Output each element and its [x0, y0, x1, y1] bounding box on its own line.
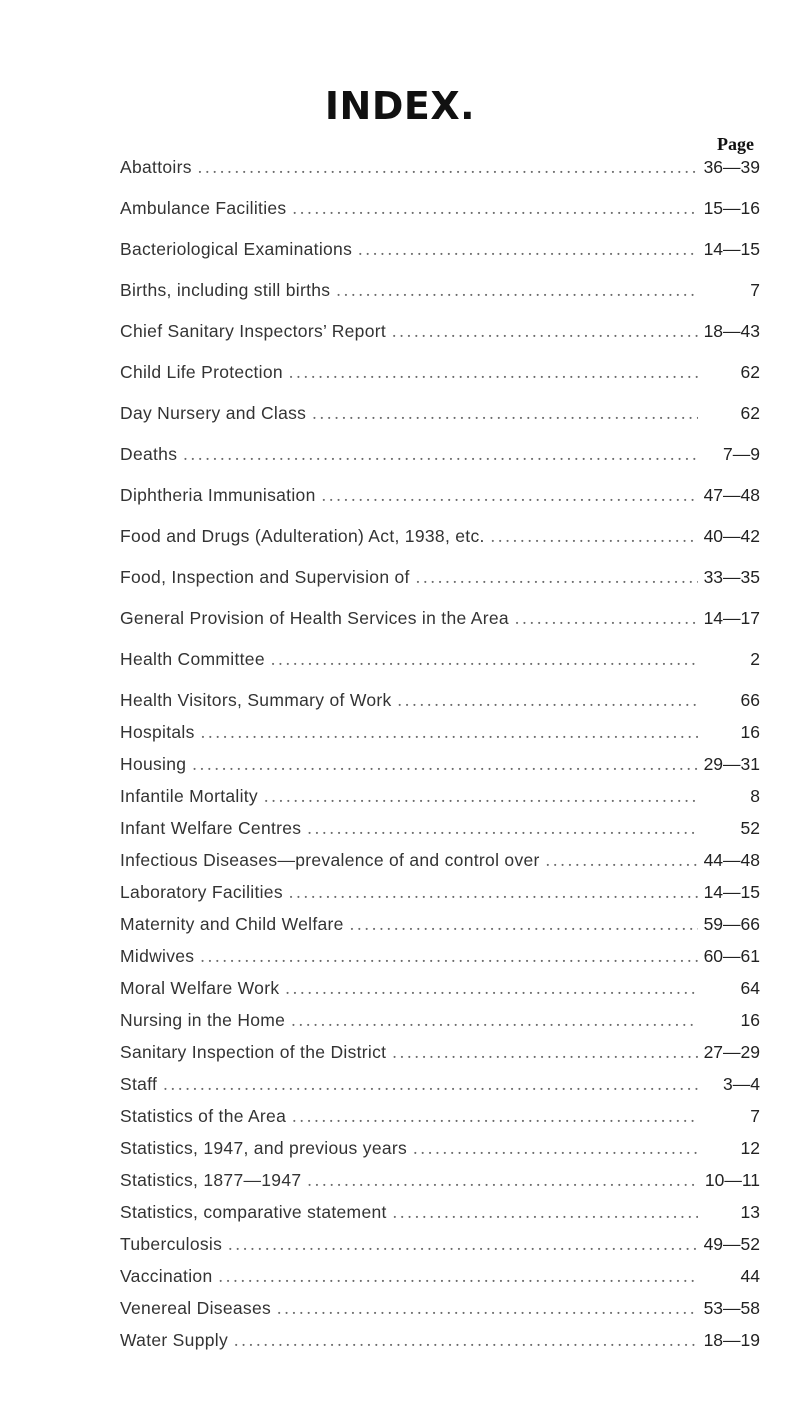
index-entry-label: Tuberculosis: [120, 1234, 223, 1254]
index-entry-pages: 14—15: [703, 882, 760, 902]
index-entry: [120, 882, 760, 908]
dot-leader: [358, 239, 697, 260]
index-entry-label: Ambulance Facilities: [120, 198, 287, 218]
dot-leader: [336, 280, 698, 301]
index-entry-pages: 44—48: [703, 850, 760, 870]
index-entry-label: Midwives: [120, 946, 195, 966]
index-entry-label: Moral Welfare Work: [120, 978, 280, 998]
index-entry-pages: 16: [740, 1010, 760, 1030]
dot-leader: [515, 608, 698, 629]
index-entry: [120, 526, 760, 552]
dot-leader: [491, 526, 698, 547]
index-entry-pages: 59—66: [703, 914, 760, 934]
index-entry-pages: 62: [740, 362, 760, 382]
index-entry-pages: 29—31: [703, 754, 760, 774]
dot-leader: [292, 1106, 698, 1127]
index-entry-pages: 53—58: [703, 1298, 760, 1318]
dot-leader: [198, 157, 698, 178]
index-entry-pages: 64: [740, 978, 760, 998]
dot-leader: [392, 1042, 697, 1063]
page-column-header: Page: [717, 134, 754, 154]
dot-leader: [546, 850, 698, 871]
index-entry-pages: 2: [750, 649, 760, 669]
index-entry-pages: 47—48: [703, 485, 760, 505]
index-entry: [120, 403, 760, 429]
index-entry-label: General Provision of Health Services in the Area: [120, 608, 509, 628]
index-entry-pages: 10—11: [704, 1170, 760, 1190]
dot-leader: [271, 649, 698, 670]
index-entry-pages: 18—43: [703, 321, 760, 341]
index-entry-label: Water Supply: [120, 1330, 228, 1350]
index-entry: [120, 1010, 760, 1036]
dot-leader: [322, 485, 698, 506]
index-entry-label: Hospitals: [120, 722, 195, 742]
index-entry-label: Nursing in the Home: [120, 1010, 286, 1030]
index-entry-pages: 14—15: [703, 239, 760, 259]
index-entry-pages: 62: [740, 403, 760, 423]
dot-leader: [264, 786, 698, 807]
index-entry-label: Statistics of the Area: [120, 1106, 287, 1126]
index-entry: [120, 1170, 760, 1196]
index-entry-pages: 49—52: [703, 1234, 760, 1254]
dot-leader: [163, 1074, 698, 1095]
index-entry: [120, 1138, 760, 1164]
dot-leader: [307, 818, 698, 839]
dot-leader: [192, 754, 697, 775]
dot-leader: [307, 1170, 698, 1191]
dot-leader: [228, 1234, 697, 1255]
index-entry-pages: 40—42: [703, 526, 760, 546]
dot-leader: [350, 914, 698, 935]
index-entry: [120, 1266, 760, 1292]
index-entry-pages: 7—9: [723, 444, 760, 464]
index-entry-pages: 33—35: [703, 567, 760, 587]
dot-leader: [200, 946, 697, 967]
index-entry-label: Sanitary Inspection of the District: [120, 1042, 387, 1062]
index-entry-label: Infectious Diseases—prevalence of and control over: [120, 850, 540, 870]
index-entry: [120, 978, 760, 1004]
index-entry: [120, 198, 760, 224]
index-entry-pages: 27—29: [703, 1042, 760, 1062]
index-entry: [120, 1074, 760, 1100]
index-entry-label: Food, Inspection and Supervision of: [120, 567, 410, 587]
index-entry-pages: 36—39: [703, 157, 760, 177]
dot-leader: [291, 1010, 698, 1031]
index-entry: [120, 1106, 760, 1132]
dot-leader: [393, 1202, 698, 1223]
index-entry-label: Laboratory Facilities: [120, 882, 283, 902]
index-entry-label: Day Nursery and Class: [120, 403, 307, 423]
index-entry-label: Food and Drugs (Adulteration) Act, 1938, etc.: [120, 526, 485, 546]
index-entry: [120, 690, 760, 716]
index-entry-label: Births, including still births: [120, 280, 331, 300]
index-entry-pages: 52: [740, 818, 760, 838]
index-entry-label: Venereal Diseases: [120, 1298, 272, 1318]
index-entry-pages: 44: [740, 1266, 760, 1286]
index-entry-pages: 8: [750, 786, 760, 806]
index-entry-label: Bacteriological Examinations: [120, 239, 353, 259]
index-entry: [120, 362, 760, 388]
index-entry-pages: 16: [740, 722, 760, 742]
index-entry-pages: 12: [740, 1138, 760, 1158]
dot-leader: [289, 362, 698, 383]
index-entry: [120, 321, 760, 347]
index-entry: [120, 722, 760, 748]
index-entry: [120, 850, 760, 876]
index-entry: [120, 914, 760, 940]
dot-leader: [285, 978, 698, 999]
index-entry-pages: 13: [740, 1202, 760, 1222]
index-entry: [120, 946, 760, 972]
index-entry-pages: 7: [750, 1106, 760, 1126]
index-entry-pages: 7: [750, 280, 760, 300]
index-entry: [120, 1202, 760, 1228]
index-entry-label: Deaths: [120, 444, 178, 464]
index-entry-pages: 66: [740, 690, 760, 710]
dot-leader: [312, 403, 698, 424]
index-entry-pages: 14—17: [703, 608, 760, 628]
index-entry: [120, 239, 760, 265]
index-entry-label: Health Visitors, Summary of Work: [120, 690, 392, 710]
dot-leader: [277, 1298, 698, 1319]
index-entry: [120, 1042, 760, 1068]
index-entry-label: Statistics, 1877—1947: [120, 1170, 302, 1190]
dot-leader: [416, 567, 698, 588]
index-entry-label: Diphtheria Immunisation: [120, 485, 316, 505]
index-entry: [120, 608, 760, 634]
index-entry: [120, 444, 760, 470]
index-entry-label: Staff: [120, 1074, 158, 1094]
dot-leader: [234, 1330, 698, 1351]
index-entry-label: Chief Sanitary Inspectors’ Report: [120, 321, 387, 341]
dot-leader: [201, 722, 698, 743]
index-entry-label: Vaccination: [120, 1266, 213, 1286]
dot-leader: [218, 1266, 698, 1287]
index-entry-label: Statistics, comparative statement: [120, 1202, 387, 1222]
dot-leader: [183, 444, 698, 465]
index-entry: [120, 280, 760, 306]
index-entry-label: Infantile Mortality: [120, 786, 258, 806]
index-entry-label: Maternity and Child Welfare: [120, 914, 344, 934]
index-entry-label: Statistics, 1947, and previous years: [120, 1138, 408, 1158]
index-entry: [120, 1298, 760, 1324]
index-entry: [120, 1330, 760, 1356]
index-entry: [120, 786, 760, 812]
dot-leader: [289, 882, 698, 903]
index-entry: [120, 485, 760, 511]
index-entry-pages: 18—19: [703, 1330, 760, 1350]
index-entry: [120, 649, 760, 675]
index-entry-label: Child Life Protection: [120, 362, 283, 382]
index-entry-label: Health Committee: [120, 649, 265, 669]
index-entry-label: Housing: [120, 754, 187, 774]
dot-leader: [392, 321, 698, 342]
dot-leader: [398, 690, 698, 711]
index-entry: [120, 754, 760, 780]
index-entry: [120, 157, 760, 183]
dot-leader: [413, 1138, 698, 1159]
index-entry-pages: 15—16: [703, 198, 760, 218]
index-entry-pages: 3—4: [723, 1074, 760, 1094]
index-entry: [120, 567, 760, 593]
index-entry-label: Abattoirs: [120, 157, 192, 177]
index-entry-label: Infant Welfare Centres: [120, 818, 302, 838]
index-entry: [120, 818, 760, 844]
dot-leader: [292, 198, 697, 219]
index-entry-pages: 60—61: [703, 946, 760, 966]
index-entry: [120, 1234, 760, 1260]
page-title: INDEX.: [324, 84, 476, 128]
